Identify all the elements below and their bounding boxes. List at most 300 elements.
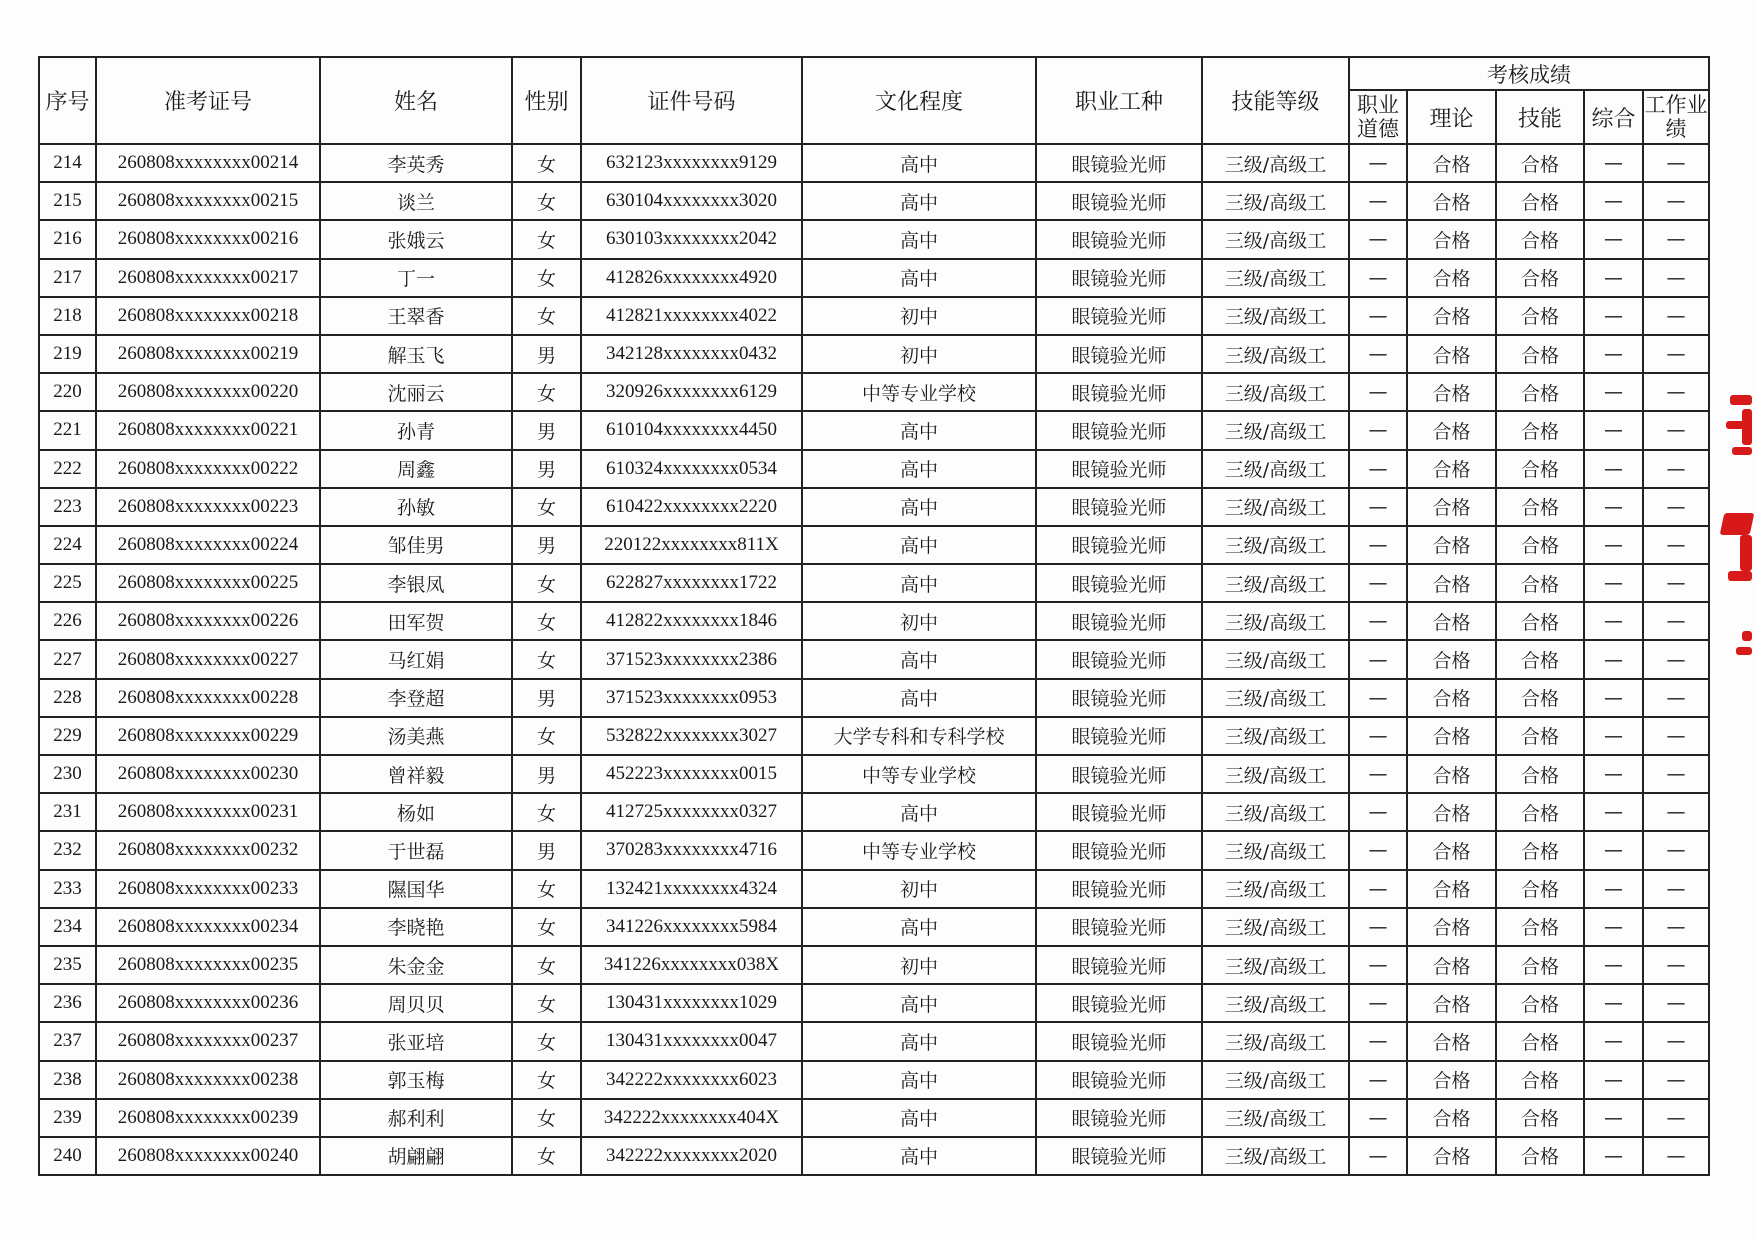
table-cell: 341226xxxxxxxx038X: [581, 946, 802, 984]
table-cell: 男: [512, 679, 581, 717]
results-table: [38, 56, 1710, 1176]
table-cell: 220122xxxxxxxx811X: [581, 526, 802, 564]
table-cell: 合格: [1407, 679, 1496, 717]
table-cell: 260808xxxxxxxx00228: [96, 679, 320, 717]
table-cell: 224: [39, 526, 96, 564]
table-cell: 女: [512, 1061, 581, 1099]
table-cell: 218: [39, 297, 96, 335]
table-cell: —: [1349, 1099, 1407, 1137]
table-cell: 高中: [802, 1137, 1036, 1175]
table-cell: 初中: [802, 335, 1036, 373]
table-cell: 合格: [1496, 220, 1584, 258]
table-cell: 合格: [1407, 564, 1496, 602]
table-cell: 260808xxxxxxxx00217: [96, 259, 320, 297]
table-cell: 三级/高级工: [1202, 450, 1349, 488]
table-cell: 合格: [1407, 1099, 1496, 1137]
table-cell: 合格: [1407, 526, 1496, 564]
header-scores-group: 考核成绩: [1349, 57, 1709, 90]
table-cell: 合格: [1496, 564, 1584, 602]
table-cell: 眼镜验光师: [1036, 335, 1202, 373]
table-cell: 三级/高级工: [1202, 1022, 1349, 1060]
table-cell: —: [1349, 144, 1407, 182]
table-cell: —: [1643, 602, 1709, 640]
table-cell: 男: [512, 755, 581, 793]
table-cell: —: [1643, 335, 1709, 373]
table-cell: 342222xxxxxxxx2020: [581, 1137, 802, 1175]
table-cell: 342128xxxxxxxx0432: [581, 335, 802, 373]
table-cell: —: [1349, 526, 1407, 564]
table-cell: 合格: [1496, 1099, 1584, 1137]
table-cell: 三级/高级工: [1202, 870, 1349, 908]
table-cell: —: [1643, 564, 1709, 602]
table-cell: 三级/高级工: [1202, 335, 1349, 373]
table-cell: 周鑫: [320, 450, 512, 488]
table-cell: —: [1643, 373, 1709, 411]
table-cell: —: [1643, 1099, 1709, 1137]
table-body: [39, 144, 1709, 1175]
table-cell: 女: [512, 602, 581, 640]
table-cell: —: [1349, 1137, 1407, 1175]
table-cell: 眼镜验光师: [1036, 1061, 1202, 1099]
table-cell: 合格: [1407, 717, 1496, 755]
table-cell: 225: [39, 564, 96, 602]
table-cell: —: [1643, 1137, 1709, 1175]
table-cell: 隰国华: [320, 870, 512, 908]
table-cell: 合格: [1407, 182, 1496, 220]
table-cell: 260808xxxxxxxx00233: [96, 870, 320, 908]
table-cell: 眼镜验光师: [1036, 259, 1202, 297]
table-cell: 眼镜验光师: [1036, 908, 1202, 946]
table-cell: 合格: [1496, 1061, 1584, 1099]
table-cell: 女: [512, 488, 581, 526]
table-cell: 三级/高级工: [1202, 144, 1349, 182]
table-cell: 朱金金: [320, 946, 512, 984]
table-cell: 女: [512, 870, 581, 908]
table-cell: 三级/高级工: [1202, 1061, 1349, 1099]
table-cell: 眼镜验光师: [1036, 717, 1202, 755]
table-cell: 260808xxxxxxxx00229: [96, 717, 320, 755]
table-cell: 高中: [802, 640, 1036, 678]
table-cell: 高中: [802, 679, 1036, 717]
table-row: [39, 1137, 1709, 1175]
table-cell: 合格: [1496, 1137, 1584, 1175]
table-cell: —: [1584, 679, 1643, 717]
table-cell: 219: [39, 335, 96, 373]
table-cell: 232: [39, 831, 96, 869]
table-cell: 532822xxxxxxxx3027: [581, 717, 802, 755]
table-cell: 眼镜验光师: [1036, 602, 1202, 640]
table-cell: —: [1643, 450, 1709, 488]
table-cell: 260808xxxxxxxx00232: [96, 831, 320, 869]
table-cell: 女: [512, 717, 581, 755]
table-cell: —: [1349, 793, 1407, 831]
table-cell: —: [1643, 411, 1709, 449]
table-cell: —: [1349, 602, 1407, 640]
table-cell: 260808xxxxxxxx00225: [96, 564, 320, 602]
table-cell: 229: [39, 717, 96, 755]
table-cell: —: [1349, 564, 1407, 602]
table-row: [39, 755, 1709, 793]
table-cell: —: [1349, 488, 1407, 526]
table-cell: 眼镜验光师: [1036, 1022, 1202, 1060]
table-cell: 合格: [1496, 831, 1584, 869]
table-cell: 眼镜验光师: [1036, 870, 1202, 908]
table-cell: —: [1584, 640, 1643, 678]
table-cell: 丁一: [320, 259, 512, 297]
table-cell: 三级/高级工: [1202, 488, 1349, 526]
table-cell: —: [1584, 1137, 1643, 1175]
table-cell: 张亚培: [320, 1022, 512, 1060]
table-cell: 三级/高级工: [1202, 679, 1349, 717]
table-cell: 132421xxxxxxxx4324: [581, 870, 802, 908]
table-cell: —: [1349, 373, 1407, 411]
table-cell: 眼镜验光师: [1036, 373, 1202, 411]
header-name: 姓名: [320, 57, 512, 144]
table-cell: 合格: [1407, 1061, 1496, 1099]
table-cell: —: [1349, 717, 1407, 755]
table-cell: 三级/高级工: [1202, 984, 1349, 1022]
table-cell: 高中: [802, 220, 1036, 258]
table-cell: —: [1584, 450, 1643, 488]
table-cell: 初中: [802, 297, 1036, 335]
table-cell: —: [1584, 259, 1643, 297]
table-cell: —: [1584, 984, 1643, 1022]
table-cell: 三级/高级工: [1202, 259, 1349, 297]
table-cell: 合格: [1407, 755, 1496, 793]
table-cell: 260808xxxxxxxx00227: [96, 640, 320, 678]
table-cell: 初中: [802, 946, 1036, 984]
table-cell: 合格: [1496, 602, 1584, 640]
table-cell: 260808xxxxxxxx00236: [96, 984, 320, 1022]
table-cell: —: [1643, 717, 1709, 755]
table-cell: 三级/高级工: [1202, 297, 1349, 335]
table-cell: 女: [512, 182, 581, 220]
table-cell: 曾祥毅: [320, 755, 512, 793]
table-row: [39, 411, 1709, 449]
table-cell: 合格: [1407, 640, 1496, 678]
table-cell: 214: [39, 144, 96, 182]
table-cell: 260808xxxxxxxx00237: [96, 1022, 320, 1060]
table-cell: —: [1584, 717, 1643, 755]
table-cell: —: [1643, 831, 1709, 869]
table-row: [39, 259, 1709, 297]
table-cell: 合格: [1496, 373, 1584, 411]
table-cell: 235: [39, 946, 96, 984]
table-row: [39, 602, 1709, 640]
table-row: [39, 870, 1709, 908]
table-cell: 260808xxxxxxxx00215: [96, 182, 320, 220]
table-cell: 三级/高级工: [1202, 526, 1349, 564]
table-cell: —: [1349, 220, 1407, 258]
table-cell: 260808xxxxxxxx00216: [96, 220, 320, 258]
table-cell: 李英秀: [320, 144, 512, 182]
header-skill: 技能: [1496, 90, 1584, 144]
table-cell: 260808xxxxxxxx00221: [96, 411, 320, 449]
table-cell: —: [1584, 220, 1643, 258]
table-cell: —: [1349, 1061, 1407, 1099]
table-cell: 226: [39, 602, 96, 640]
table-cell: —: [1349, 984, 1407, 1022]
table-cell: 260808xxxxxxxx00224: [96, 526, 320, 564]
table-cell: 合格: [1496, 640, 1584, 678]
table-cell: 合格: [1496, 259, 1584, 297]
table-cell: 合格: [1407, 1022, 1496, 1060]
table-cell: 412821xxxxxxxx4022: [581, 297, 802, 335]
header-theory: 理论: [1407, 90, 1496, 144]
table-cell: 合格: [1496, 984, 1584, 1022]
table-cell: —: [1349, 1022, 1407, 1060]
table-row: [39, 1022, 1709, 1060]
table-cell: —: [1349, 946, 1407, 984]
table-cell: —: [1643, 144, 1709, 182]
table-cell: 高中: [802, 1022, 1036, 1060]
table-cell: 杨如: [320, 793, 512, 831]
table-cell: 郝利利: [320, 1099, 512, 1137]
table-cell: —: [1584, 602, 1643, 640]
table-header: [39, 57, 1709, 144]
table-row: [39, 717, 1709, 755]
table-cell: 237: [39, 1022, 96, 1060]
table-cell: —: [1584, 144, 1643, 182]
table-cell: 合格: [1407, 870, 1496, 908]
table-cell: 三级/高级工: [1202, 411, 1349, 449]
table-cell: 眼镜验光师: [1036, 984, 1202, 1022]
table-cell: 女: [512, 1022, 581, 1060]
table-cell: 合格: [1407, 831, 1496, 869]
header-skill-level: 技能等级: [1202, 57, 1349, 144]
table-cell: 胡翩翩: [320, 1137, 512, 1175]
table-cell: —: [1643, 220, 1709, 258]
table-cell: 男: [512, 411, 581, 449]
table-cell: 260808xxxxxxxx00214: [96, 144, 320, 182]
table-cell: 于世磊: [320, 831, 512, 869]
table-cell: 女: [512, 144, 581, 182]
header-occupation: 职业工种: [1036, 57, 1202, 144]
table-cell: 260808xxxxxxxx00234: [96, 908, 320, 946]
table-cell: 高中: [802, 526, 1036, 564]
table-cell: 合格: [1407, 602, 1496, 640]
table-cell: —: [1584, 564, 1643, 602]
table-cell: 女: [512, 564, 581, 602]
table-cell: 合格: [1496, 755, 1584, 793]
table-cell: —: [1643, 870, 1709, 908]
table-cell: 眼镜验光师: [1036, 182, 1202, 220]
table-cell: 合格: [1407, 984, 1496, 1022]
table-cell: 341226xxxxxxxx5984: [581, 908, 802, 946]
table-cell: 260808xxxxxxxx00239: [96, 1099, 320, 1137]
table-cell: 233: [39, 870, 96, 908]
table-cell: 高中: [802, 488, 1036, 526]
header-seq: 序号: [39, 57, 96, 144]
table-cell: 中等专业学校: [802, 373, 1036, 411]
header-exam-no: 准考证号: [96, 57, 320, 144]
table-cell: 三级/高级工: [1202, 755, 1349, 793]
table-cell: 三级/高级工: [1202, 220, 1349, 258]
table-cell: —: [1643, 1061, 1709, 1099]
table-cell: 高中: [802, 984, 1036, 1022]
table-cell: 李登超: [320, 679, 512, 717]
table-row: [39, 488, 1709, 526]
table-cell: —: [1584, 1061, 1643, 1099]
table-cell: 合格: [1496, 335, 1584, 373]
table-cell: 解玉飞: [320, 335, 512, 373]
table-cell: —: [1584, 182, 1643, 220]
table-cell: 260808xxxxxxxx00226: [96, 602, 320, 640]
table-cell: 三级/高级工: [1202, 1099, 1349, 1137]
table-cell: 合格: [1407, 144, 1496, 182]
table-row: [39, 984, 1709, 1022]
table-cell: 女: [512, 373, 581, 411]
table-cell: —: [1584, 908, 1643, 946]
table-cell: —: [1584, 793, 1643, 831]
table-cell: —: [1349, 335, 1407, 373]
table-cell: —: [1584, 870, 1643, 908]
table-row: [39, 1061, 1709, 1099]
table-cell: 合格: [1407, 411, 1496, 449]
table-cell: 130431xxxxxxxx1029: [581, 984, 802, 1022]
table-cell: —: [1349, 908, 1407, 946]
table-cell: 239: [39, 1099, 96, 1137]
table-cell: 女: [512, 984, 581, 1022]
table-cell: 合格: [1496, 450, 1584, 488]
table-cell: 高中: [802, 793, 1036, 831]
table-cell: 男: [512, 450, 581, 488]
table-row: [39, 1099, 1709, 1137]
table-cell: 女: [512, 793, 581, 831]
table-cell: 眼镜验光师: [1036, 411, 1202, 449]
table-cell: 眼镜验光师: [1036, 488, 1202, 526]
table-cell: 张娥云: [320, 220, 512, 258]
table-cell: 大学专科和专科学校: [802, 717, 1036, 755]
table-cell: 周贝贝: [320, 984, 512, 1022]
table-cell: 260808xxxxxxxx00238: [96, 1061, 320, 1099]
table-cell: 高中: [802, 450, 1036, 488]
table-cell: —: [1643, 526, 1709, 564]
table-cell: 高中: [802, 564, 1036, 602]
table-cell: 女: [512, 297, 581, 335]
table-cell: 三级/高级工: [1202, 182, 1349, 220]
table-cell: 236: [39, 984, 96, 1022]
table-cell: 合格: [1496, 908, 1584, 946]
table-cell: 三级/高级工: [1202, 640, 1349, 678]
table-cell: —: [1643, 946, 1709, 984]
table-cell: 320926xxxxxxxx6129: [581, 373, 802, 411]
table-cell: 合格: [1496, 870, 1584, 908]
table-cell: —: [1349, 755, 1407, 793]
table-cell: 合格: [1496, 297, 1584, 335]
table-row: [39, 946, 1709, 984]
table-cell: 女: [512, 220, 581, 258]
table-cell: 合格: [1496, 679, 1584, 717]
table-cell: 三级/高级工: [1202, 831, 1349, 869]
table-cell: —: [1643, 679, 1709, 717]
table-row: [39, 564, 1709, 602]
table-cell: 眼镜验光师: [1036, 297, 1202, 335]
table-cell: —: [1584, 755, 1643, 793]
table-row: [39, 831, 1709, 869]
table-cell: —: [1349, 259, 1407, 297]
table-cell: 221: [39, 411, 96, 449]
table-cell: 李晓艳: [320, 908, 512, 946]
table-row: [39, 335, 1709, 373]
table-cell: 630103xxxxxxxx2042: [581, 220, 802, 258]
table-cell: 合格: [1496, 182, 1584, 220]
red-seal-stamp: [1722, 395, 1754, 665]
table-cell: 高中: [802, 411, 1036, 449]
table-cell: 632123xxxxxxxx9129: [581, 144, 802, 182]
table-cell: 223: [39, 488, 96, 526]
table-cell: 412822xxxxxxxx1846: [581, 602, 802, 640]
table-cell: 眼镜验光师: [1036, 220, 1202, 258]
table-cell: —: [1643, 755, 1709, 793]
table-cell: 260808xxxxxxxx00230: [96, 755, 320, 793]
table-cell: 高中: [802, 144, 1036, 182]
table-cell: 610104xxxxxxxx4450: [581, 411, 802, 449]
table-cell: 231: [39, 793, 96, 831]
table-cell: 三级/高级工: [1202, 564, 1349, 602]
table-cell: 眼镜验光师: [1036, 1137, 1202, 1175]
table-cell: —: [1349, 640, 1407, 678]
table-cell: —: [1643, 1022, 1709, 1060]
table-cell: —: [1584, 373, 1643, 411]
table-cell: 眼镜验光师: [1036, 640, 1202, 678]
table-cell: 合格: [1407, 488, 1496, 526]
table-cell: 眼镜验光师: [1036, 450, 1202, 488]
table-cell: —: [1643, 488, 1709, 526]
table-cell: 260808xxxxxxxx00219: [96, 335, 320, 373]
table-cell: 田军贺: [320, 602, 512, 640]
table-cell: 眼镜验光师: [1036, 144, 1202, 182]
table-cell: —: [1584, 1022, 1643, 1060]
table-cell: —: [1349, 450, 1407, 488]
table-cell: 马红娟: [320, 640, 512, 678]
table-cell: 260808xxxxxxxx00231: [96, 793, 320, 831]
table-cell: 汤美燕: [320, 717, 512, 755]
table-cell: 王翠香: [320, 297, 512, 335]
table-cell: 女: [512, 1137, 581, 1175]
header-gender: 性别: [512, 57, 581, 144]
table-cell: 220: [39, 373, 96, 411]
table-cell: —: [1643, 984, 1709, 1022]
table-cell: —: [1643, 182, 1709, 220]
table-cell: 合格: [1407, 908, 1496, 946]
table-row: [39, 908, 1709, 946]
table-cell: 260808xxxxxxxx00223: [96, 488, 320, 526]
table-cell: 260808xxxxxxxx00240: [96, 1137, 320, 1175]
table-cell: 342222xxxxxxxx404X: [581, 1099, 802, 1137]
table-cell: 孙敏: [320, 488, 512, 526]
table-cell: 合格: [1496, 946, 1584, 984]
table-cell: 412826xxxxxxxx4920: [581, 259, 802, 297]
table-cell: 高中: [802, 1061, 1036, 1099]
table-cell: 男: [512, 526, 581, 564]
table-cell: —: [1349, 870, 1407, 908]
table-cell: 合格: [1496, 526, 1584, 564]
table-cell: 合格: [1407, 220, 1496, 258]
table-cell: 合格: [1496, 144, 1584, 182]
table-cell: 郭玉梅: [320, 1061, 512, 1099]
table-cell: 三级/高级工: [1202, 908, 1349, 946]
table-cell: 228: [39, 679, 96, 717]
header-id-no: 证件号码: [581, 57, 802, 144]
table-cell: 眼镜验光师: [1036, 946, 1202, 984]
table-row: [39, 450, 1709, 488]
table-row: [39, 297, 1709, 335]
table-cell: 452223xxxxxxxx0015: [581, 755, 802, 793]
table-cell: 初中: [802, 602, 1036, 640]
table-cell: 合格: [1407, 297, 1496, 335]
table-cell: —: [1643, 793, 1709, 831]
